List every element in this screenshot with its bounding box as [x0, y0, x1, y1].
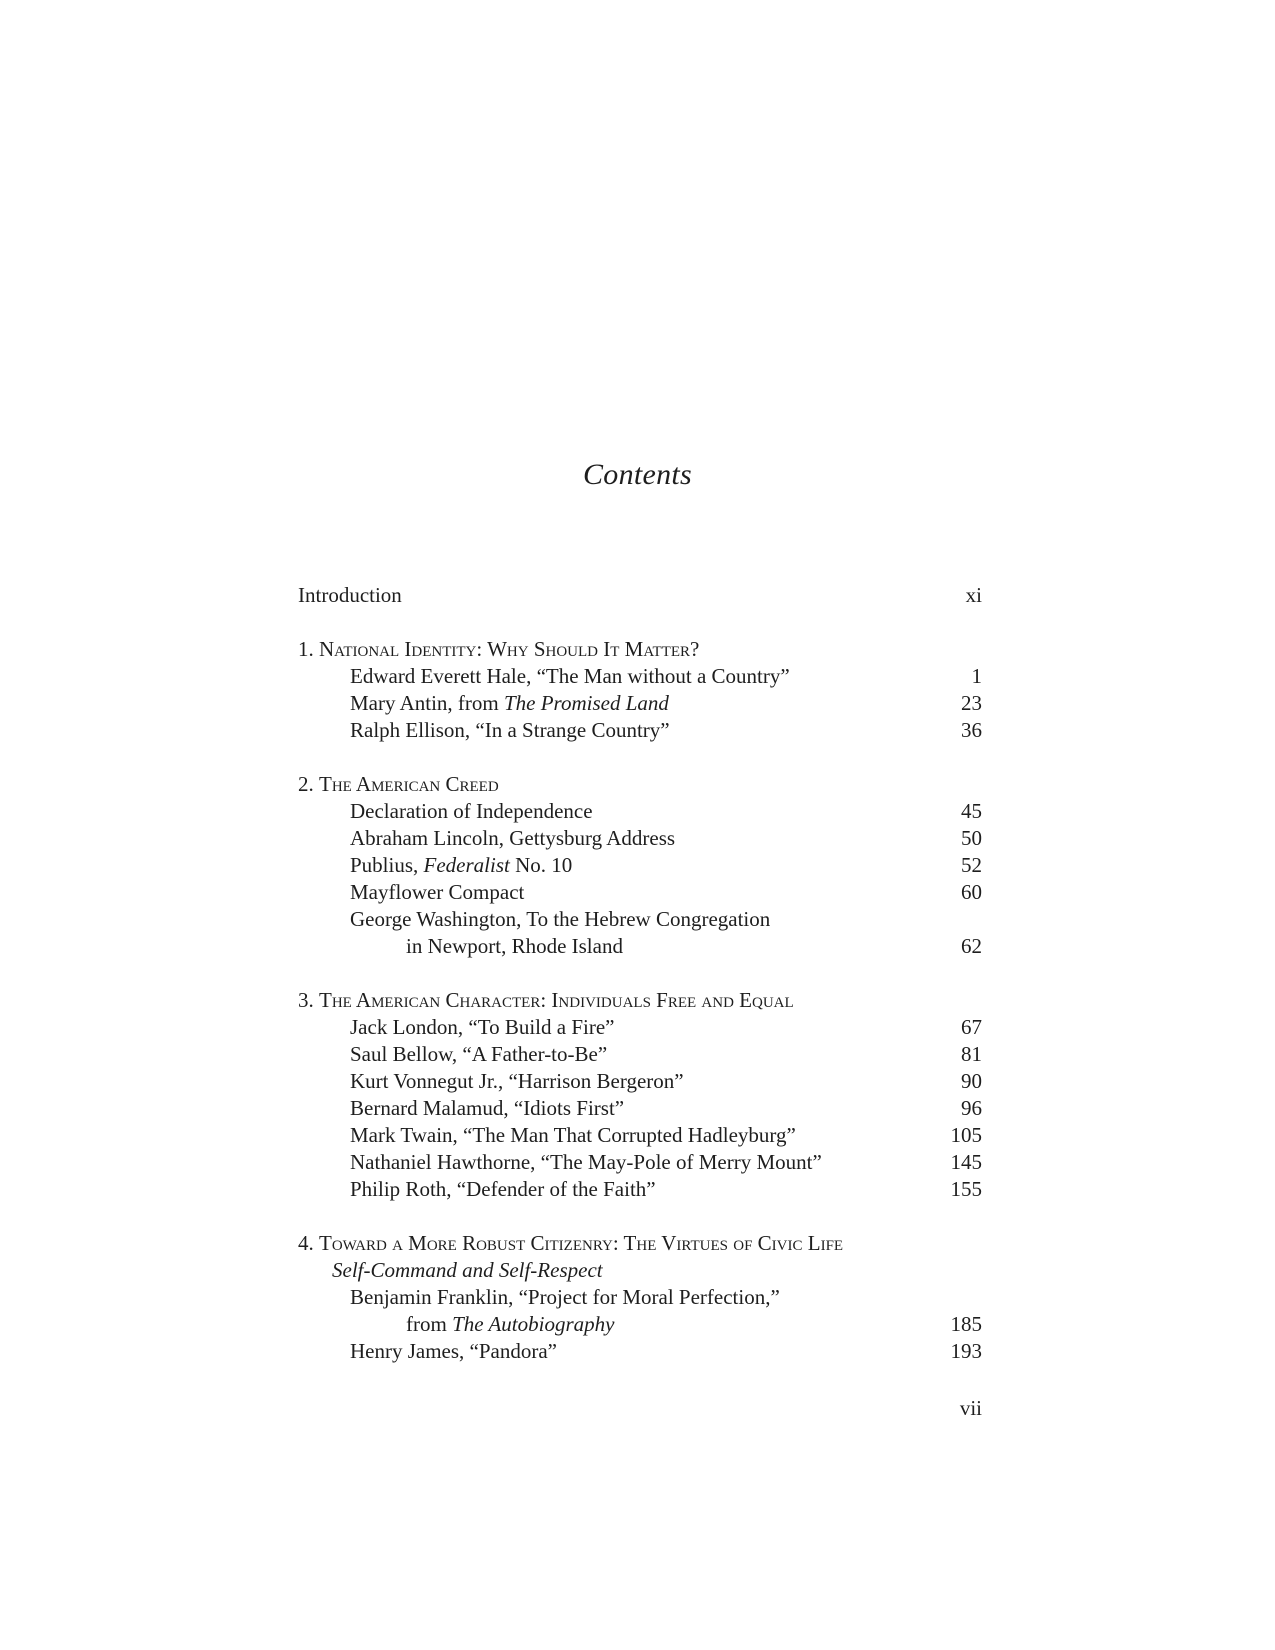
- section-heading: [298, 636, 982, 663]
- page-number: 62: [961, 934, 982, 958]
- section-number: 2.: [298, 772, 319, 796]
- entry-title: Saul Bellow, “A Father-to-Be”: [350, 1042, 608, 1066]
- toc-entry[interactable]: [298, 1041, 982, 1068]
- section-title: National Identity: Why Should It Matter?: [319, 637, 700, 661]
- toc-entry[interactable]: [298, 1122, 982, 1149]
- section-heading: [298, 987, 982, 1014]
- table-of-contents: [298, 582, 982, 1365]
- entry-title: Philip Roth, “Defender of the Faith”: [350, 1177, 656, 1201]
- toc-entry-continuation[interactable]: [298, 933, 982, 960]
- toc-entry[interactable]: [298, 663, 982, 690]
- entry-title: Edward Everett Hale, “The Man without a Country”: [350, 664, 790, 688]
- toc-entry[interactable]: [298, 852, 982, 879]
- toc-entry[interactable]: [298, 798, 982, 825]
- entry-title: Mary Antin, from: [350, 691, 504, 715]
- section-number: 4.: [298, 1231, 319, 1255]
- section-heading: [298, 771, 982, 798]
- toc-entry[interactable]: [298, 1149, 982, 1176]
- toc-entry[interactable]: [298, 906, 982, 933]
- page-number: 50: [961, 826, 982, 850]
- page-number: 155: [950, 1177, 982, 1201]
- page-number: 45: [961, 799, 982, 823]
- toc-entry[interactable]: [298, 690, 982, 717]
- page-number: 96: [961, 1096, 982, 1120]
- entry-title: Abraham Lincoln, Gettysburg Address: [350, 826, 676, 850]
- entry-title: Jack London, “To Build a Fire”: [350, 1015, 615, 1039]
- page-number: 60: [961, 880, 982, 904]
- page-number: 23: [961, 691, 982, 715]
- entry-title: Mark Twain, “The Man That Corrupted Hadleyburg”: [350, 1123, 796, 1147]
- page-number: 185: [950, 1312, 982, 1336]
- toc-entry-continuation[interactable]: [298, 1311, 982, 1338]
- toc-entry[interactable]: [298, 825, 982, 852]
- entry-title: Introduction: [298, 583, 402, 607]
- entry-title-suffix: No. 10: [509, 853, 573, 877]
- toc-entry[interactable]: [298, 1338, 982, 1365]
- page-number: 81: [961, 1042, 982, 1066]
- toc-entry-introduction[interactable]: [298, 582, 982, 609]
- page-folio: vii: [959, 1396, 982, 1420]
- entry-title: Kurt Vonnegut Jr., “Harrison Bergeron”: [350, 1069, 684, 1093]
- toc-entry[interactable]: [298, 879, 982, 906]
- entry-title-italic: The Promised Land: [503, 691, 669, 715]
- page-title: Contents: [582, 458, 693, 491]
- section-number: 1.: [298, 637, 319, 661]
- section-title: The American Character: Individuals Free and Equal: [319, 988, 794, 1012]
- entry-title-italic: The Autobiography: [452, 1312, 615, 1336]
- page-number: 36: [961, 718, 982, 742]
- section-title: The American Creed: [319, 772, 499, 796]
- page-number: 105: [950, 1123, 982, 1147]
- toc-entry[interactable]: [298, 1068, 982, 1095]
- page-number: 67: [961, 1015, 982, 1039]
- toc-entry[interactable]: [298, 717, 982, 744]
- entry-title: Declaration of Independence: [350, 799, 593, 823]
- entry-title: Nathaniel Hawthorne, “The May-Pole of Merry Mount”: [350, 1150, 822, 1174]
- section-heading: [298, 1230, 982, 1257]
- entry-title: Bernard Malamud, “Idiots First”: [350, 1096, 625, 1120]
- page-number: 193: [950, 1339, 982, 1363]
- entry-title: Henry James, “Pandora”: [350, 1339, 558, 1363]
- page-number: 1: [971, 664, 982, 688]
- page-number: xi: [965, 583, 982, 607]
- page-number: 145: [950, 1150, 982, 1174]
- subsection-title: Self-Command and Self-Respect: [332, 1258, 603, 1282]
- page-number: 52: [961, 853, 982, 877]
- toc-entry[interactable]: [298, 1284, 982, 1311]
- entry-title-continued: from: [406, 1312, 453, 1336]
- page-number: 90: [961, 1069, 982, 1093]
- entry-title-continued: in Newport, Rhode Island: [406, 934, 623, 958]
- entry-title: Benjamin Franklin, “Project for Moral Perfection,”: [350, 1285, 780, 1309]
- section-title: Toward a More Robust Citizenry: The Virtues of Civic Life: [319, 1231, 844, 1255]
- subsection-heading: [298, 1257, 982, 1284]
- toc-entry[interactable]: [298, 1014, 982, 1041]
- toc-entry[interactable]: [298, 1095, 982, 1122]
- toc-entry[interactable]: [298, 1176, 982, 1203]
- entry-title: Mayflower Compact: [350, 880, 525, 904]
- section-number: 3.: [298, 988, 319, 1012]
- entry-title: Publius,: [350, 853, 424, 877]
- entry-title: George Washington, To the Hebrew Congregation: [350, 907, 771, 931]
- entry-title: Ralph Ellison, “In a Strange Country”: [350, 718, 670, 742]
- entry-title-italic: Federalist: [423, 853, 510, 877]
